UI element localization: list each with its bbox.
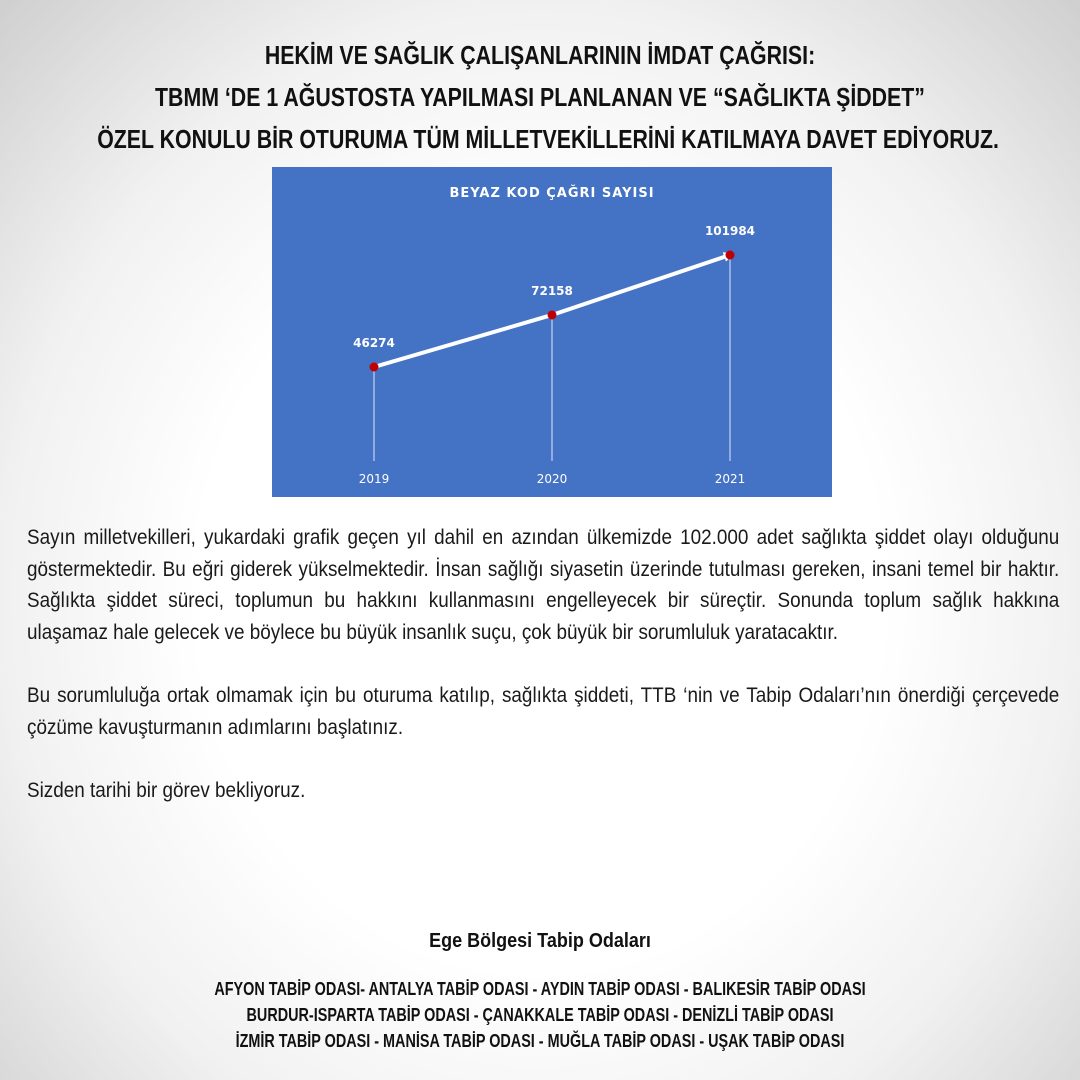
x-tick-label-2020: 2020 (536, 472, 568, 486)
x-tick-label-2019: 2019 (358, 472, 390, 486)
title-line-1: HEKİM VE SAĞLIK ÇALIŞANLARININ İMDAT ÇAĞRISI: (264, 40, 816, 70)
data-label-2021: 101984 (704, 224, 756, 238)
data-label-2020: 72158 (531, 283, 573, 298)
body-text (27, 522, 1059, 839)
data-label-2019: 46274 (353, 336, 395, 350)
members-line-2: BURDUR-ISPARTA TABİP ODASI - ÇANAKKALE TABİP ODASI - DENİZLİ TABİP ODASI (246, 1005, 834, 1025)
title-line-3: ÖZEL KONULU BİR OTURUMA TÜM MİLLETVEKİLLERİNİ KATILMAYA DAVET EDİYORUZ. (97, 124, 999, 154)
page-title (97, 34, 999, 160)
data-point-2021 (726, 251, 735, 260)
paragraph-1: Sayın milletvekilleri, yukardaki grafik geçen yıl dahil en azından ülkemizde 102.000 adet sağlıkta şiddet olayı olduğunu göstermektedir. Bu eğri giderek yükselmektedir. İnsan sağlığı siyasetin üzerinde tutulması gereken, insani temel bir haktır. Sağlıkta şiddet süreci, toplumun bu hakkını kullanmasını engelleyecek bir süreçtir. Sonunda toplum sağlık hakkına ulaşamaz hale gelecek ve böylece bu büyük insanlık suçu, çok büyük bir sorumluluk yaratacaktır. (27, 526, 1060, 644)
members-line-1: AFYON TABİP ODASI- ANTALYA TABİP ODASI - AYDIN TABİP ODASI - BALIKESİR TABİP ODASI (214, 979, 866, 999)
chart-title: BEYAZ KOD ÇAĞRI SAYISI (449, 186, 655, 201)
data-point-2020 (548, 310, 557, 319)
x-tick-label-2021: 2021 (714, 472, 746, 486)
paragraph-3: Sizden tarihi bir görev bekliyoruz. (27, 779, 306, 802)
members-line-3: İZMİR TABİP ODASI - MANİSA TABİP ODASI - MUĞLA TABİP ODASI - UŞAK TABİP ODASI (235, 1031, 845, 1051)
data-point-2019 (370, 363, 379, 372)
title-line-2: TBMM ‘DE 1 AĞUSTOSTA YAPILMASI PLANLANAN VE “SAĞLIKTA ŞİDDET” (155, 82, 925, 112)
signature: Ege Bölgesi Tabip Odaları (429, 930, 651, 952)
chart (272, 167, 832, 497)
line-chart (272, 167, 832, 497)
member-chambers (108, 976, 972, 1054)
paragraph-2: Bu sorumluluğa ortak olmamak için bu oturuma katılıp, sağlıkta şiddeti, TTB ‘nin ve Tabip Odaları’nın önerdiği çerçevede çözüme kavuşturmanın adımlarını başlatınız. (27, 684, 1060, 739)
